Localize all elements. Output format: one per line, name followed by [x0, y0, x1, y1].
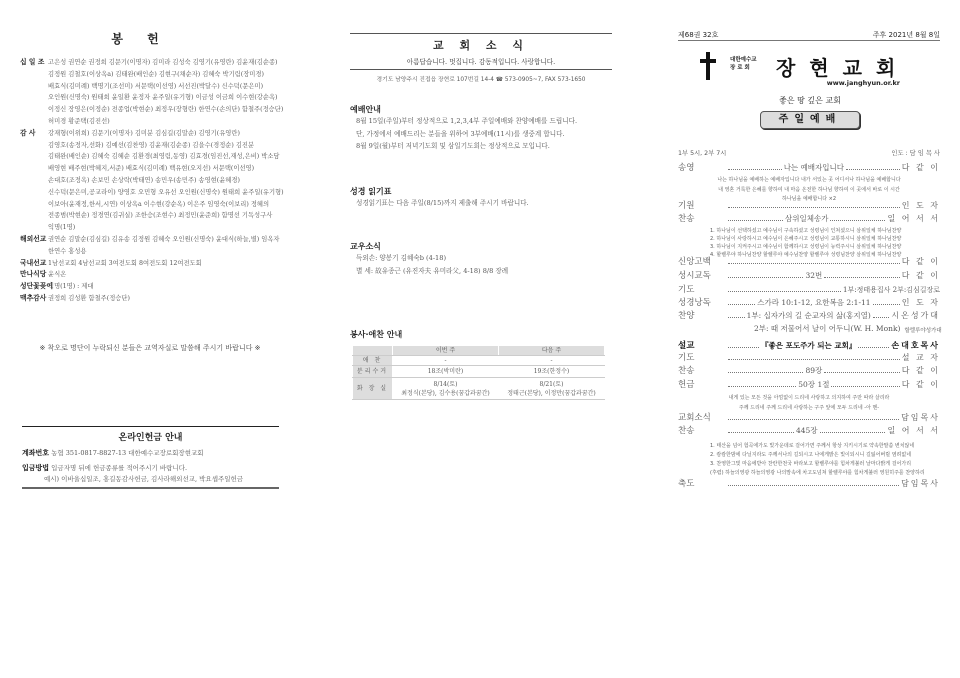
order-item-person: 시온성가대 — [891, 311, 941, 320]
dotted-leader — [728, 220, 783, 221]
dotted-leader — [728, 263, 900, 264]
dotted-leader — [728, 304, 755, 305]
hymn-lyric-line: (후렴) 하늘의영광 하늘의영광 나의맘속에 차고도넘쳐 할렐루야를 힘차게불러 영원히주를 찬양하리 — [710, 470, 925, 476]
cell — [393, 378, 499, 400]
denomination — [730, 56, 757, 72]
offering-names-line: 오인원(신명숙) 원태희 윤일환 윤정자 윤주일(유기형) 이금성 이금희 이수현(강순옥) — [48, 94, 278, 102]
hymn-lyric-line: 하나님을 예배합니다 ×2 — [781, 196, 837, 202]
row-label: 애 찬 — [353, 356, 393, 366]
order-item — [678, 323, 940, 334]
order-item — [678, 297, 940, 308]
volume-number: 제68권 32호 — [678, 31, 719, 39]
hymn-lyric-line: 1. 태산을 넘어 험곡에가도 빛가운데로 걸어가면 주께서 항상 지키시기로 약속한말씀 변치않네 — [710, 443, 915, 449]
offering-category — [20, 269, 290, 281]
offering-category-label: 십 일 조 — [20, 58, 45, 66]
order-item-label: 신앙고백 — [678, 257, 711, 267]
offering-names-line: 익명(1명) — [48, 224, 76, 232]
order-item — [678, 284, 940, 295]
order-item-content: 삼위일체송가 — [784, 214, 829, 223]
offering-category-label: 국내선교 — [20, 258, 47, 267]
order-item-person: 1부:정태용집사 2부:김심길장로 — [843, 286, 940, 294]
order-item-label: 축도 — [678, 479, 695, 489]
order-item-label: 찬송 — [678, 426, 695, 436]
order-item-content: 『좋은 포도주가 되는 교회』 — [761, 341, 857, 350]
church-url[interactable]: www.janghyun.or.kr — [826, 79, 900, 87]
dotted-leader — [873, 317, 890, 318]
method-example: 예시) 이바울십일조, 홍길동감사헌금, 김사라해외선교, 박요셉주일헌금 — [44, 475, 244, 483]
order-item — [678, 270, 940, 281]
hymn-lyric-line: 나는 하나님을 예배하는 예배자입니다 내가 서있는 곳 어디서나 하나님을 예배합니다 — [717, 177, 901, 183]
offering-list — [20, 57, 290, 305]
bible-reading-line: 성경읽기표는 다음 주일(8/15)까지 제출해 주시기 바랍니다. — [356, 199, 529, 207]
column-this-week: 이번 주 — [393, 346, 499, 356]
cell-date: 8/21(토) — [539, 380, 564, 388]
worship-guide-line: 8월 15일(주일)부터 정상적으로 1,2,3,4부 주일예배와 찬양예배를 드립니다. — [356, 117, 578, 125]
order-item-person: 다 같 이 — [901, 366, 941, 375]
order-item-label: 기도 — [678, 285, 695, 295]
online-offering-title: 온라인헌금 안내 — [118, 433, 183, 443]
offering-names-line: 익명(1명) : 제대 — [48, 283, 94, 291]
order-item — [678, 379, 940, 390]
offering-category — [20, 281, 290, 293]
offering-names — [48, 269, 66, 281]
order-item-content: 스가라 10:1-12, 요한복음 2:1-11 — [757, 298, 871, 307]
order-item-label: 성경낭독 — [678, 298, 711, 308]
church-name: 장현교회 — [776, 56, 910, 80]
service-leader: 인도 : 담 임 목 사 — [891, 150, 940, 157]
table-row — [353, 366, 605, 378]
offering-category — [20, 57, 290, 128]
offering-names-line: 이보아(윤재정,한서,시연) 이상옥a 이수현(강순옥) 이은주 임영숙(이보리) 정혜의 — [48, 200, 270, 208]
order-item-label: 기원 — [678, 201, 695, 211]
offering-names-line: 권연순 김말순(김심길) 김유송 김정원 김혜숙 오인원(신명숙) 윤대식(하늘,별) 임옥자 — [48, 235, 280, 243]
dotted-leader — [728, 372, 803, 373]
dotted-leader — [728, 317, 745, 318]
row-label: 분리수거 — [353, 366, 393, 378]
offering-names — [48, 293, 130, 305]
order-item-content: 89장 — [805, 366, 823, 375]
order-item-content: 1부: 십자가의 길 순교자의 삶(홍지열) — [746, 311, 871, 320]
offering-names-line: 권정희 김성환 함철주(정승단) — [48, 294, 130, 302]
service-times: 1부 5시, 2부 7시 — [678, 150, 727, 157]
offering-names — [48, 258, 202, 270]
order-item-person: 설 교 자 — [901, 353, 940, 362]
worship-guide-line: 단, 가정에서 예배드리는 분들을 위하여 3부예배(11시)를 생중계 합니다. — [356, 129, 565, 138]
order-item-person: 담임목사 — [901, 479, 940, 488]
dotted-leader — [728, 207, 900, 208]
dotted-leader — [846, 169, 900, 170]
dotted-leader — [873, 304, 900, 305]
offering-category — [20, 234, 290, 258]
cell-date: 8/14(토) — [433, 380, 458, 388]
order-item — [678, 365, 940, 376]
row-label: 화 장 실 — [353, 378, 393, 400]
church-address: 경기도 남양주시 진접읍 장현로 107번길 14-4 ☎ 573-0905~7, FAX 573-1650 — [376, 77, 586, 83]
bulletin-date: 주후 2021년 8월 8일 — [872, 31, 940, 39]
order-item-label: 교회소식 — [678, 413, 711, 423]
order-item-person: 인 도 자 — [901, 298, 941, 307]
cross-logo-icon — [700, 52, 716, 80]
offering-names-line: 김태완(배인순) 김혜숙 김혜순 김환경(최영림,동영) 김효경(임진선,재성,은비) 박소담 — [48, 153, 280, 161]
order-item-person: 일 어 서 서 — [887, 214, 940, 223]
hymn-lyric-line: 4. 할렐루야 하나님찬양 할렐루야 예수님찬양 할렐루야 성령님찬양 삼위일체 하나님찬양 — [710, 252, 902, 258]
order-item-label: 설교 — [678, 341, 695, 351]
account-number: 농협 351-0817-8827-13 대한예수교장로회장현교회 — [51, 449, 204, 457]
order-item-person: 인 도 자 — [901, 201, 940, 210]
order-item-label: 찬송 — [678, 214, 695, 224]
dotted-leader — [831, 386, 899, 387]
order-item-content: 445장 — [795, 426, 818, 435]
offering-names-line: 김정원 김철호(이상옥a) 김태완(배인순) 김현구(채순자) 김혜숙 박기림(장미경) — [48, 70, 264, 78]
order-item-label: 성시교독 — [678, 271, 711, 281]
offering-names — [48, 57, 283, 128]
omission-notice: ※ 착오로 명단이 누락되신 분들은 교역자실로 말씀해 주시기 바랍니다 ※ — [39, 344, 261, 352]
offering-names-line: 신수덕(문은미,공교라이) 양영호 오민형 오유선 오인원(신명숙) 원태희 윤주일(유기형) — [48, 188, 284, 196]
offering-names-line: 손대호(조정옥) 손보민 손상락(박태연) 송민우(송민주) 송영현(윤혜경) — [48, 176, 240, 184]
cell: 19조(한정수) — [499, 366, 605, 378]
dotted-leader — [824, 277, 899, 278]
worship-guide-section — [350, 104, 577, 153]
divider — [678, 40, 940, 41]
offering-names-line: 배영현 배주현(박혜지,서준) 배효식(김미례) 백유현(오지선) 서문택(이선영) — [48, 165, 255, 173]
order-item — [678, 213, 940, 224]
offering-category-label: 해외선교 — [20, 234, 47, 243]
order-item — [678, 352, 940, 363]
offering-category-label: 감 사 — [20, 128, 36, 137]
denomination-line: 장 로 회 — [730, 65, 750, 71]
dotted-leader — [728, 291, 841, 292]
account-label: 계좌번호 — [22, 449, 50, 457]
service-title: 주일예배 — [760, 111, 860, 129]
hymn-lyric-line: 1. 하나님이 선택하셨고 예수님이 구속하셨고 성령님이 인쳐셨으니 삼위일체 하나님찬양 — [710, 228, 902, 234]
dotted-leader — [728, 485, 899, 486]
table-header-row — [353, 346, 605, 356]
order-item-person: 다 같 이 — [901, 380, 941, 389]
service-heading: 봉사·애찬 안내 — [350, 330, 403, 339]
order-item-label: 찬송 — [678, 366, 695, 376]
offering-names-line: 한연수 홍성용 — [48, 247, 87, 255]
dotted-leader — [728, 432, 794, 433]
offering-names-line: 윤식온 — [48, 271, 67, 279]
order-item-content: 나는 예배자입니다 — [783, 163, 845, 172]
cell: - — [499, 356, 605, 366]
order-item — [678, 478, 940, 489]
order-item — [678, 340, 940, 351]
order-item-person: 다 같 이 — [901, 257, 940, 266]
news-header — [350, 33, 612, 70]
order-item-person: 다 같 이 — [901, 271, 941, 280]
cell-names: 최정식(본당), 김수용(꿈갑과꿈간) — [401, 389, 490, 397]
hymn-lyric-line: 2. 캄캄한밤에 다닐지라도 주께서나의 길되시고 나에게밝은 빛이되시니 길잃어버릴 염려없네 — [710, 452, 912, 458]
hymn-lyric-line: 내 영혼 거룩한 은혜를 향하여 내 마음 온전한 하나님 향하여 이 곳에서 바로 이 시간 — [718, 187, 900, 193]
cell: 18조(박미란) — [393, 366, 499, 378]
order-item-content: 32번 — [805, 271, 823, 280]
order-item-label: 송영 — [678, 163, 695, 173]
table-row — [353, 356, 605, 366]
dotted-leader — [820, 432, 886, 433]
order-item — [678, 162, 940, 173]
online-offering-box — [22, 426, 279, 489]
method-row — [22, 463, 279, 473]
offering-title: 봉 헌 — [111, 32, 169, 46]
offering-category — [20, 258, 290, 270]
order-item-person: 담임목사 — [901, 413, 940, 422]
offering-category — [20, 128, 290, 234]
dotted-leader — [728, 419, 899, 420]
church-motto: 좋은 땅 깊은 교회 — [779, 96, 841, 105]
bible-reading-heading: 성경 읽기표 — [350, 187, 392, 196]
dotted-leader — [728, 359, 900, 360]
offering-names-line: 김영호(송정자,선화) 김예선(김찬영) 김윤재(김순종) 김을수(경정순) 김진분 — [48, 141, 255, 149]
dotted-leader — [824, 372, 899, 373]
dotted-leader — [728, 347, 759, 348]
dotted-leader — [728, 277, 803, 278]
dotted-leader — [728, 169, 782, 170]
cell — [499, 378, 605, 400]
dotted-leader — [830, 220, 885, 221]
order-item-label: 헌금 — [678, 380, 695, 390]
member-news-heading: 교우소식 — [350, 242, 381, 251]
cell-names: 정태근(본당), 이정만(꿈갑과꿈간) — [507, 389, 596, 397]
offering-names-line: 전종범(박현순) 정경연(김귀실) 조한승(조현수) 최정민(윤준희) 함명선 기독성구사 — [48, 212, 273, 220]
offering-names-line: 배효식(김미례) 백명기(조선미) 서문택(이선영) 서선진(박달수) 신수덕(문은미) — [48, 82, 264, 90]
order-item-content: 50장 1절 — [798, 380, 830, 389]
offering-category-label: 만나식당 — [20, 270, 47, 279]
member-news-line: 별 세: 故유종근 (유진자夫 유미라父, 4-18) 8/8 장례 — [356, 266, 509, 275]
order-item-content: 2부: 때 저물어서 날이 어두니(W. H. Monk) — [754, 324, 901, 333]
offering-category — [20, 293, 290, 305]
news-title: 교 회 소 식 — [433, 39, 529, 52]
order-item — [678, 310, 940, 321]
offering-names-line: 허미경 황준택(김진선) — [48, 117, 110, 125]
worship-guide-line: 8월 9일(월)부터 저녁기도회 및 삼일기도회는 정상적으로 모입니다. — [356, 142, 550, 151]
worship-guide-heading: 예배안내 — [350, 105, 381, 114]
offering-names-line: 고은성 권연순 권정희 김문기(이명자) 김미라 김성숙 김영기(유영란) 김윤재(김순종) — [48, 59, 278, 66]
offering-names-line: 이정신 장영은(이정순) 전종업(박현순) 최정우(장형란) 한연수(손의단) 함철주(정승단) — [48, 106, 284, 114]
denomination-line: 대한예수교 — [730, 57, 757, 63]
method-text: 입금자명 뒤에 헌금종류를 적어주시기 바랍니다. — [51, 464, 188, 472]
hymn-lyric-line: 2. 하나님이 사랑하시고 예수님이 은혜주시고 성령님이 교통하시니 삼위일체 하나님찬양 — [710, 236, 902, 242]
hymn-lyric-line: 주께 드리네 주께 드리네 사랑하는 구주 앞에 모두 드리네 -아 멘- — [738, 405, 880, 411]
cell: - — [393, 356, 499, 366]
service-table — [352, 345, 605, 400]
column-next-week: 다음 주 — [499, 346, 605, 356]
order-item — [678, 425, 940, 436]
dotted-leader — [858, 347, 889, 348]
offering-names — [48, 234, 280, 258]
account-row — [22, 448, 279, 458]
hymn-lyric-line: 내게 있는 모든 것을 아낌없이 드리네 사랑하고 의지하여 주만 따라 살리라 — [728, 395, 890, 401]
member-news-section — [350, 241, 508, 277]
offering-names — [48, 281, 93, 293]
offering-category-label: 맥추감사 — [20, 293, 47, 302]
offering-names-line: 1남선교회 4남선교회 3여전도회 8여전도회 12여전도회 — [48, 259, 202, 267]
hymn-lyric-line: 3. 찬영한그빛 마음에받아 찬란한천국 바라보고 할렐루야를 힘차게불러 날마다밝게 걸어가리 — [710, 461, 912, 467]
order-item-person: 손대호목사 — [891, 340, 940, 350]
offering-names-line: 강재형(이위희) 김문기(이명자) 김미분 김심길(김말순) 김영기(유영란) — [48, 129, 240, 137]
table-row — [353, 378, 605, 400]
order-item — [678, 412, 940, 423]
news-subtitle: 아름답습니다. 멋집니다. 감동적입니다. 사랑합니다. — [406, 58, 556, 66]
method-label: 입금방법 — [22, 464, 50, 472]
order-item-person: 할렐루야성가대 — [904, 328, 942, 334]
order-item-person: 다 같 이 — [901, 163, 940, 172]
offering-category-label: 성단꽃꽂이 — [20, 282, 53, 291]
hymn-lyric-line: 3. 하나님이 지켜주시고 예수님이 함께하시고 성령님이 능력주시니 삼위일체 하나님찬양 — [710, 244, 902, 250]
order-item-label: 기도 — [678, 353, 695, 363]
dotted-leader — [728, 386, 796, 387]
bible-reading-section — [350, 186, 529, 210]
order-item-person: 일 어 서 서 — [887, 426, 941, 435]
member-news-line: 득외손: 양봉기 김혜숙b (4-18) — [356, 254, 447, 262]
offering-names — [48, 128, 284, 234]
order-item-label: 찬양 — [678, 311, 695, 321]
